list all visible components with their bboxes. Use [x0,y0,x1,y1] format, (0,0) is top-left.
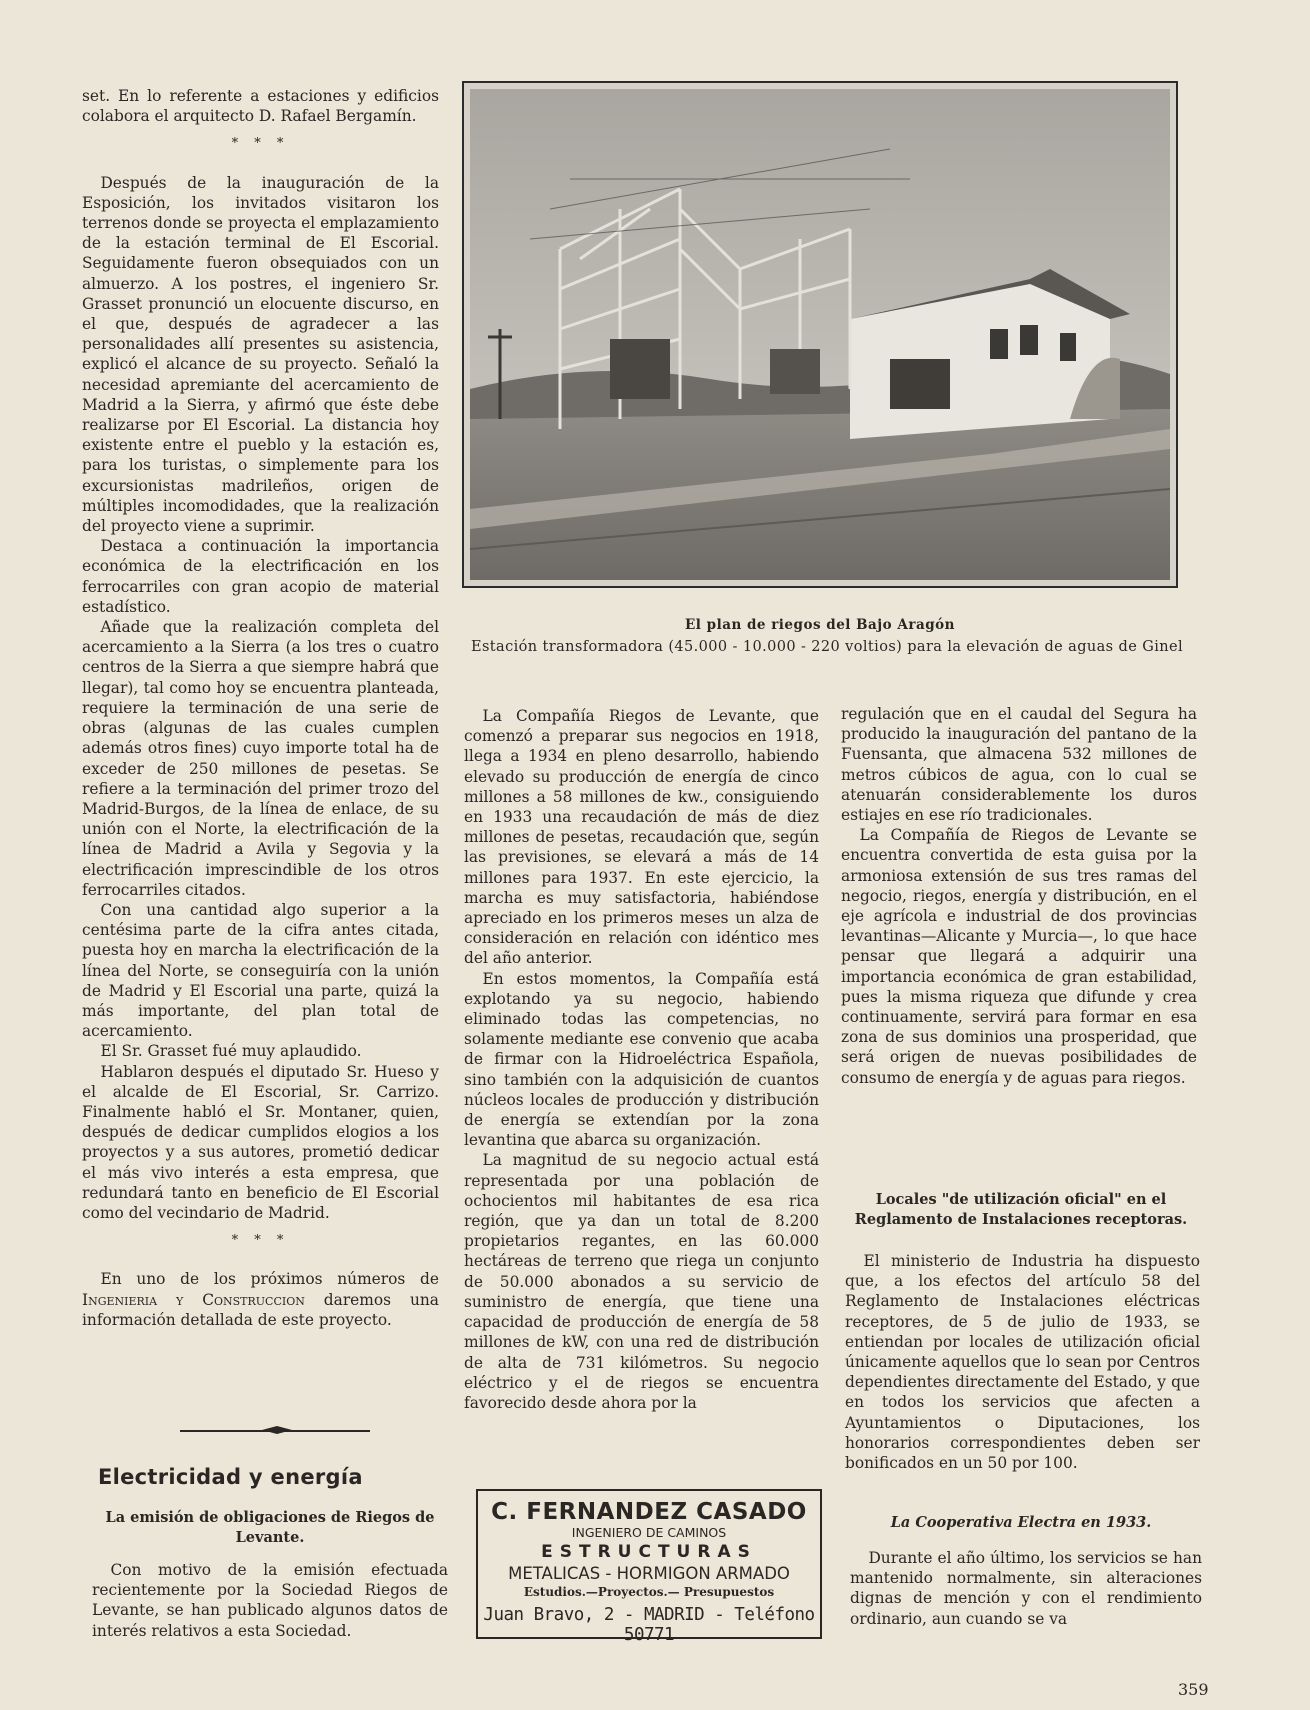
paragraph: Destaca a continuación la importancia económica de la electrificación en los ferrocarriles con gran acopio de material estadístico. [82,537,439,616]
subheading-cooperativa: La Cooperativa Electra en 1933. [890,1514,1152,1531]
section-separator: * * * [231,136,290,152]
paragraph: La magnitud de su negocio actual está representada por una población de ochocientos mil habitantes de esa rica región, que ya dan un total de 8.200 propietarios regantes, en las 60.000 hectáreas de terreno que riega un conjunto de 50.000 abonados a su servicio de suministro de energía, que tiene una capacidad de producción de energía de 58 millones de kW, con una red de distribución de alta de 731 kilómetros. Su negocio eléctrico y el de riegos se encuentra favorecido desde ahora por la [464,1151,819,1412]
photo-caption-title: El plan de riegos del Bajo Aragón [685,617,955,633]
paragraph: Con motivo de la emisión efectuada recientemente por la Sociedad Riegos de Levante, se han publicado algunos datos de interés relativos a esta Sociedad. [92,1561,448,1640]
right-column-article-2 [845,1251,1200,1473]
advertisement-box [476,1489,822,1645]
paragraph-text: daremos una información detallada de este proyecto. [82,1290,439,1329]
paragraph-text: En uno de los próximos números de [100,1270,439,1289]
paragraph: La Compañía Riegos de Levante, que comenzó a preparar sus negocios en 1918, llega a 1934 en pleno desarrollo, habiendo elevado su producción de energía de cinco millones a 58 millones de kw., consiguiendo en 1933 una recaudación de más de diez millones de pesetas, recaudación que, según las previsiones, se elevará a más de 14 millones para 1937. En este ejercicio, la marcha es muy satisfactoria, habiéndose apreciado en los primeros meses un alza de consideración en relación con idéntico mes del año anterior. [464,707,819,968]
paragraph: Añade que la realización completa del acercamiento a la Sierra (a los tres o cuatro centros de la Sierra a que siempre habrá que llegar), tal como hoy se encuentra planteada, requiere la terminación de una serie de obras (algunas de las cuales cumplen además otros fines) cuyo importe total ha de exceder de 250 millones de pesetas. Se refiere a la terminación del primer trozo del Madrid-Burgos, de la línea de enlace, de su unión con el Norte, la electrificación de la línea de Madrid a Avila y Segovia y la electrificación imprescindible de los otros ferrocarriles citados. [82,618,439,899]
paragraph: El ministerio de Industria ha dispuesto que, a los efectos del artículo 58 del Reglamento de Instalaciones eléctricas receptores, de 5 de julio de 1933, se entiendan por locales de utilización oficial únicamente aquellos que lo sean por Centros dependientes directamente del Estado, y que en todos los servicios que afecten a Ayuntamientos o Diputaciones, los honorarios correspondientes deben ser bonificados en un 50 por 100. [845,1252,1200,1473]
paragraph: Con una cantidad algo superior a la centésima parte de la cifra antes citada, puesta hoy en marcha la electrificación de la línea del Norte, se conseguiría con la unión de Madrid y El Escorial una parte, quizá la más importante, del plan total de acercamiento. [82,900,439,1041]
section-title: Electricidad y energía [98,1465,363,1489]
middle-column-article [464,706,819,1413]
paragraph: set. En lo referente a estaciones y edificios colabora el arquitecto D. Rafael Bergamín. [82,87,439,126]
ad-profession: INGENIERO DE CAMINOS [571,1525,727,1540]
photo-caption-text: Estación transformadora (45.000 - 10.000 - 220 voltios) para la elevación de aguas de Ginel [470,639,1183,655]
paragraph: regulación que en el caudal del Segura ha producido la inauguración del pantano de la Fuensanta, que almacena 532 millones de metros cúbicos de agua, con lo cual se atenuarán considerablemente los duros estiajes en ese río tradicionales. [841,705,1197,825]
paragraph: La Compañía de Riegos de Levante se encuentra convertida de esta guisa por la armoniosa extensión de sus tres ramas del negocio, riegos, energía y distribución, en el eje agrícola e industrial de dos provincias levantinas—Alicante y Murcia—, lo que hace pensar que llegará a adquirir una importancia económica de gran estabilidad, pues la misma riqueza que difunde y crea continuamente, servirá para formar en esa zona de sus dominios una prosperidad, que será origen de nuevas posibilidades de consumo de energía y de aguas para riegos. [841,826,1197,1087]
paragraph: Durante el año último, los servicios se han mantenido normalmente, sin alteraciones dignas de mención y con el rendimiento ordinario, aun cuando se va [850,1549,1202,1628]
paragraph [82,1269,439,1330]
left-column-section-text [92,1560,448,1641]
paragraph: El Sr. Grasset fué muy aplaudido. [100,1042,362,1061]
subheading-locales: Locales "de utilización oficial" en el Reglamento de Instalaciones receptoras. [854,1191,1188,1228]
photo-illustration [470,89,1170,580]
ad-services: Estudios.—Proyectos.— Presupuestos [523,1585,775,1599]
ad-address: Juan Bravo, 2 - MADRID - Teléfono 50771 [483,1605,815,1645]
magazine-name: Ingenieria y Construccion [82,1290,305,1309]
divider-ornament-icon [262,1426,292,1434]
paragraph: En estos momentos, la Compañía está explotando ya su negocio, habiendo eliminado todas las competencias, no solamente mediante ese convenio que acaba de firmar con la Hidroeléctrica Española, sino también con la adquisición de cuantos núcleos locales de producción y distribución de energía se extendían por la zona levantina que abarca su organización. [464,969,819,1150]
page-number: 359 [1178,1680,1209,1699]
ad-materials: METALICAS - HORMIGON ARMADO [508,1564,790,1583]
ad-company-name: C. FERNANDEZ CASADO [491,1499,807,1525]
right-column-article [841,704,1197,1088]
right-column-article-3 [850,1548,1202,1629]
paragraph: Después de la inauguración de la Esposición, los invitados visitaron los terrenos donde se proyecta el emplazamiento de la estación terminal de El Escorial. Seguidamente fueron obsequiados con un almuerzo. A los postres, el ingeniero Sr. Grasset pronunció un elocuente discurso, en el que, después de agradecer a las personalidades allí presentes su asistencia, explicó el alcance de su proyecto. Señaló la necesidad apremiante del acercamiento de Madrid a la Sierra, y afirmó que éste debe realizarse por El Escorial. La distancia hoy existente entre el pueblo y la estación es, para los turistas, o simplemente para los excursionistas madrileños, origen de múltiples incomodidades, que la realización del proyecto viene a suprimir. [82,173,439,536]
subheading-emision: La emisión de obligaciones de Riegos de Levante. [105,1509,435,1546]
paragraph: Hablaron después el diputado Sr. Hueso y el alcalde de El Escorial, Sr. Carrizo. Finalmente habló el Sr. Montaner, quien, después de dedicar cumplidos elogios a los proyectos y a sus autores, prometió dedicar el más vivo interés a esta empresa, que redundará tanto en beneficio de El Escorial como del vecindario de Madrid. [82,1062,439,1222]
left-column-article [82,86,439,1330]
photo-transformer-station [462,81,1178,588]
section-separator: * * * [231,1233,290,1249]
ad-structures: ESTRUCTURAS [541,1542,757,1562]
